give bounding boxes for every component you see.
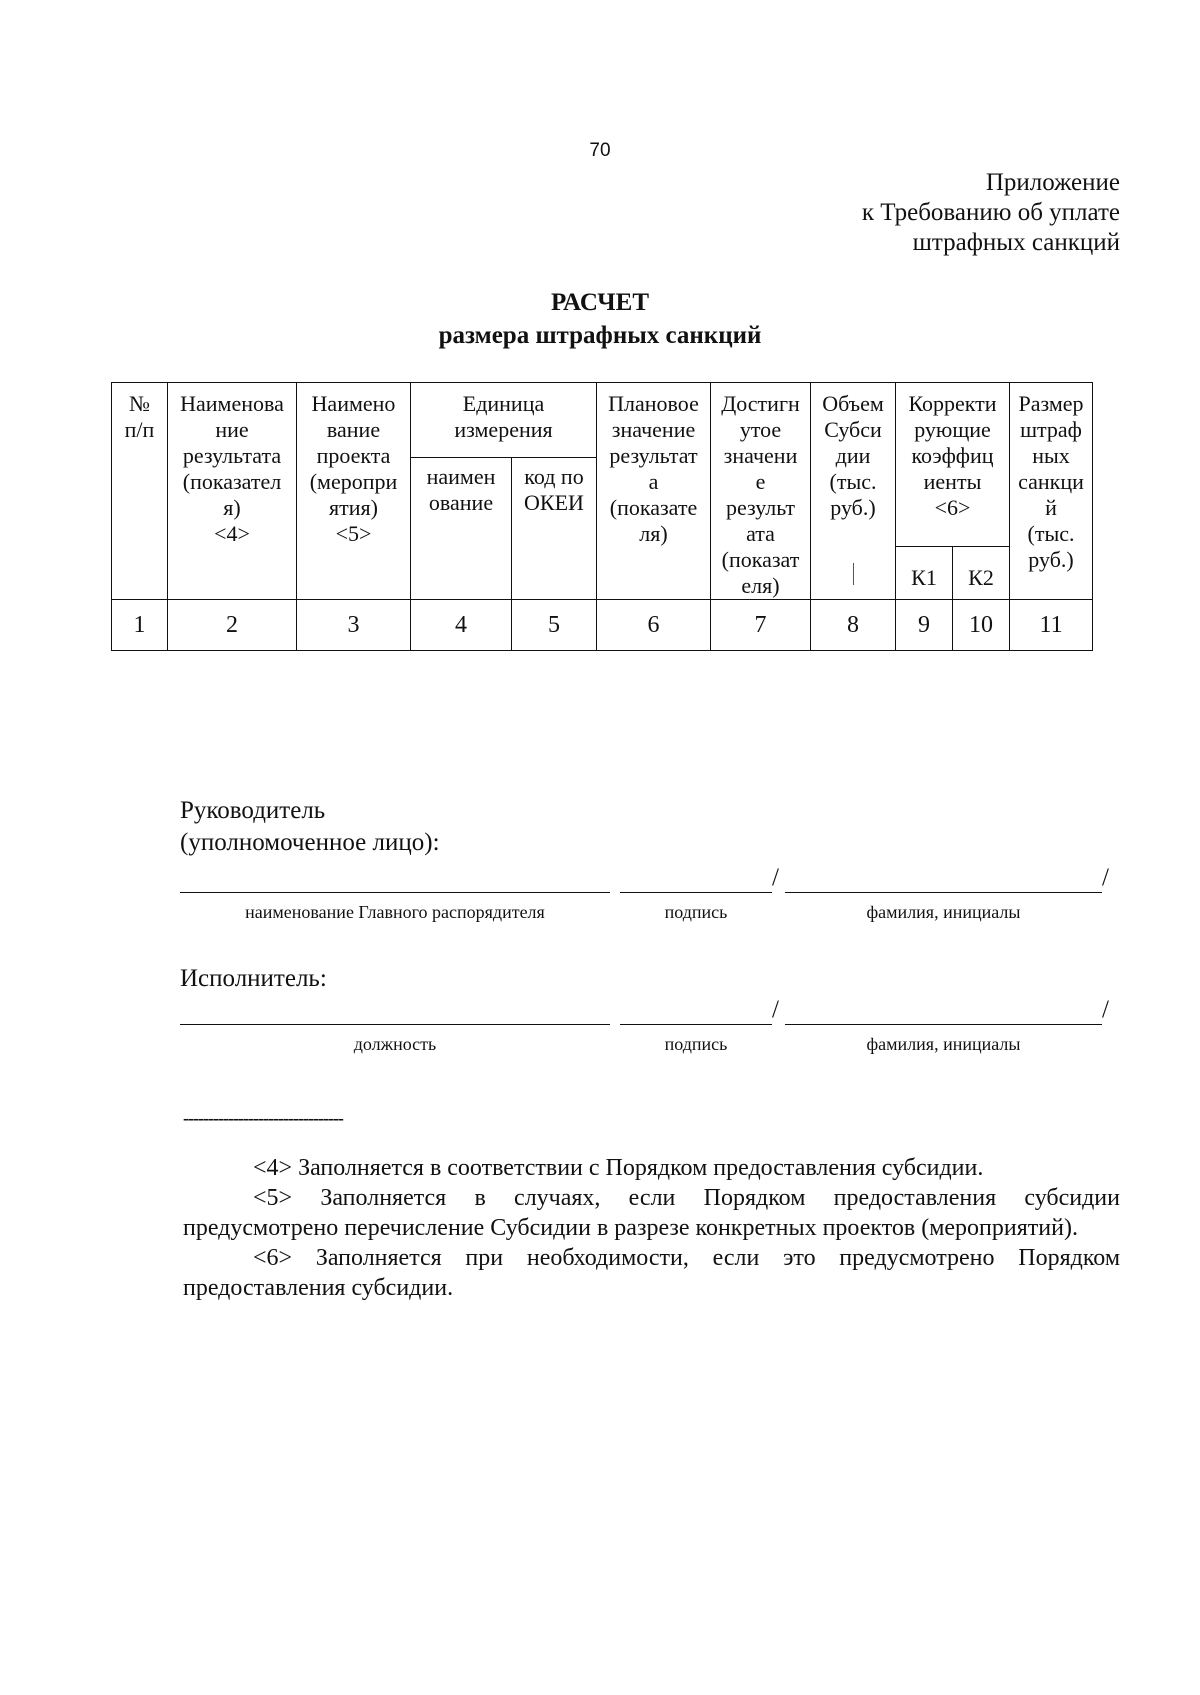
caption-signature: подпись [664,902,728,922]
stray-scan-mark [853,563,854,585]
executor-signature-line [620,1024,772,1025]
page-number: 70 [589,140,611,161]
footnote-5: <5> Заполняется в случаях, если Порядком предоставления субсидии предусмотрено перечисление Субсидии в разрезе конкретных проектов (мероприятий). [183,1185,1120,1241]
column-number-cell: 6 [597,600,711,651]
caption-name: фамилия, инициалы [866,902,1021,922]
column-number-cell: 1 [112,600,168,651]
header-col-k2: К2 [953,547,1010,600]
footnote-4: <4> Заполняется в соответствии с Порядком предоставления субсидии. [253,1155,984,1181]
caption-executor-name: фамилия, инициалы [866,1034,1021,1054]
caption-position: должность [353,1034,437,1054]
header-col-unit: Единица измерения [411,383,597,458]
header-col-number: № п/п [112,383,168,600]
column-number-cell: 3 [297,600,411,651]
executor-slash-2: / [1102,996,1109,1023]
column-number-cell: 4 [411,600,512,651]
appendix-line-2: к Требованию об уплате [861,199,1120,226]
column-number-cell: 11 [1010,600,1093,651]
head-label-line-2: (уполномоченное лицо): [180,829,440,856]
appendix-line-3: штрафных санкций [912,229,1120,256]
appendix-line-1: Приложение [985,169,1120,196]
caption-org-name: наименование Главного распорядителя [245,902,545,922]
header-col-result-name: Наименова ние результата (показател я) <4> [168,383,297,600]
appendix-heading [862,168,1120,258]
column-number-cell: 7 [711,600,811,651]
header-col-planned-value: Плановое значение результат а (показате ля) [597,383,711,600]
footnotes [183,1153,1120,1303]
column-number-cell: 10 [953,600,1010,651]
column-number-cell: 8 [811,600,896,651]
header-col-unit-name: наимен ование [411,458,512,600]
penalty-calculation-table [111,382,1093,651]
table-row [112,600,1093,651]
head-signature-line [620,892,772,893]
head-label [180,795,440,859]
column-number-cell: 9 [896,600,953,651]
document-title [0,286,1200,352]
table-header-row [112,383,1093,458]
header-col-coefficients: Корректи рующие коэффиц иенты <6> [896,383,1010,547]
footnote-separator: -------------------------------- [183,1108,343,1128]
column-number-cell: 5 [512,600,597,651]
footnote-6: <6> Заполняется при необходимости, если это предусмотрено Порядком предоставления субсидии. [183,1245,1120,1301]
executor-label: Исполнитель: [180,965,327,992]
subsidy-volume-label: Объем Субси дии (тыс. руб.) [822,391,884,520]
head-label-line-1: Руководитель [180,797,326,824]
executor-name-line [785,1024,1102,1025]
title-line-1: РАСЧЕТ [550,289,649,316]
position-line [180,1024,610,1025]
header-col-subsidy-volume [811,383,896,600]
title-line-2: размера штрафных санкций [438,322,762,349]
head-slash-2: / [1102,864,1109,891]
caption-executor-signature: подпись [664,1034,728,1054]
header-col-achieved-value: Достигн утое значени е результ ата (показат еля) [711,383,811,600]
header-col-project-name: Наимено вание проекта (меропри ятия) <5> [297,383,411,600]
head-slash-1: / [772,864,779,891]
org-name-line [180,892,610,893]
header-col-k1: К1 [896,547,953,600]
column-number-cell: 2 [168,600,297,651]
executor-slash-1: / [772,996,779,1023]
head-name-line [785,892,1102,893]
header-col-unit-okei: код по ОКЕИ [512,458,597,600]
header-col-penalty-size: Размер штраф ных санкци й (тыс. руб.) [1010,383,1093,600]
